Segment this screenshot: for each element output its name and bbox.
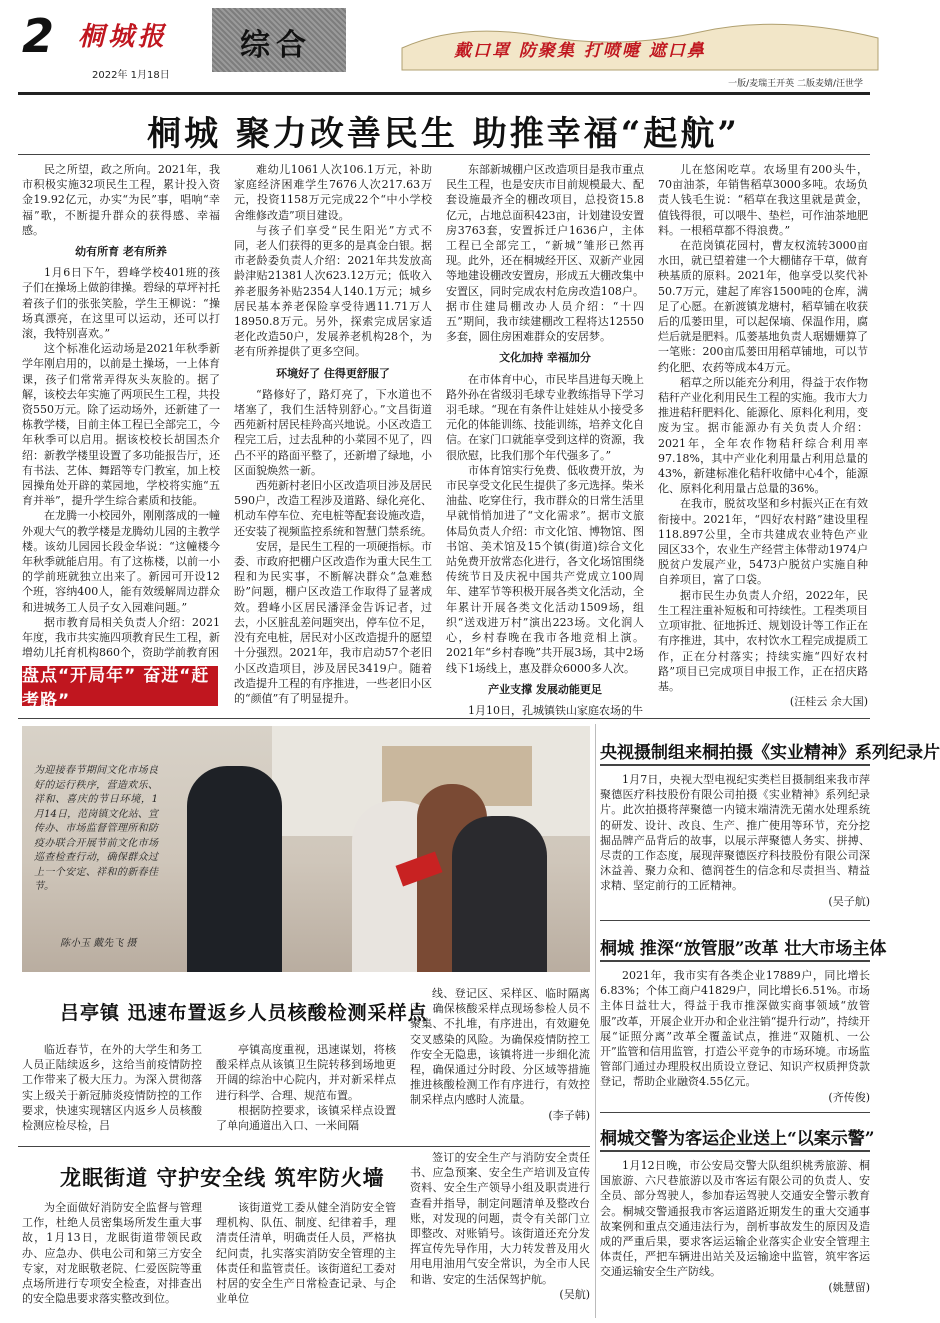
paragraph: 西苑新村老旧小区改造项目涉及居民590户，改造工程涉及道路、绿化亮化、机动车停车位、充电桩等配套设施改造，还安装了视频监控系统和智慧门禁系统。 (234, 479, 432, 538)
sidebar-divider (595, 724, 596, 1318)
editors-line: 一版/麦瑞王开英 二版麦婧/汪世学 (728, 79, 863, 89)
masthead (0, 0, 887, 92)
subheading: 环境好了 住得更舒服了 (276, 366, 390, 380)
headline-rule (18, 154, 870, 155)
byline: (吴航) (559, 1287, 590, 1301)
paragraph: 1月10日，孔城镇铁山家庭农场的牛 (468, 703, 643, 717)
paragraph: 安居，是民生工程的一项硬指标。市委、市政府把棚户区改造作为重大民生工程和为民实事，不断解决群众“急难愁盼”问题，棚户区改造工作取得了显著成效。碧峰小区居民潘泽金告诉记者，过去，小区脏乱差问题突出，停车位不足，没有充电桩，居民对小区改造提升的愿望十分强烈。2021年，我市启动57个老旧小区改造项目，涉及居民3419户。随着改造提升工程的有序推进，一些老旧小区的“颜值”有了明显提升。 (234, 539, 432, 705)
traffic-article-title: 桐城交警为客运企业送上“以案示警” (600, 1129, 875, 1149)
byline: (李子韩) (548, 1108, 590, 1122)
paragraph: 在我市，脱贫攻坚和乡村振兴正在有效衔接中。2021年，“四好农村路”建设里程118.897公里，全市共建成农业特色产业园区33个，农业生产经营主体带动1974户脱贫户发展产业，5473户脱贫户实施自种自养项目，富了口袋。 (658, 497, 868, 587)
paragraph: 1月12日晚，市公安局交警大队组织桃秀旅游、桐国旅游、六尺巷旅游以及市客运有限公司的负责人、安全员、部分驾驶人，参加春运驾驶人交通安全警示教育会。桐城交警通报我市客运道路近期发生的重大交通事故案例和重点交通违法行为，剖析事故发生的原因及造成的严重后果，要求客运运输企业落实企业安全管理主体责任，严把车辆进出站关及运输途中监管，筑牢客运交通运输安全生产防线。 (600, 1159, 870, 1279)
paragraph: 儿在悠闲吃草。农场里有200头牛，70亩油茶，年销售稻草3000多吨。农场负责人钱毛生说：“稻草在我这里就是黄金，值钱得很，可以喂牛、垫栏，可作油茶地肥料。一根稻草都不得浪费。” (658, 163, 868, 237)
reform-article-title: 桐城 推深“放管服”改革 壮大市场主体 (600, 939, 887, 959)
paragraph: 在龙腾一小校园外，刚刚落成的一幢外观大气的教学楼是龙腾幼儿园的主教学楼。该幼儿园园长段金华说：“这幢楼今年秋季就能启用。有了这栋楼，以前一小的学前班就独立出来了。新园可开设12个班，容纳400人，能有效缓解周边群众和进城务工人员子女入园难问题。” (22, 509, 220, 614)
mid-rule (18, 718, 870, 719)
paragraph: 据市教育局相关负责人介绍：2021年度，我市共实施四项教育民生工程，新增幼儿托育机构860个，资助学前教育困 (22, 615, 220, 660)
paragraph: 线、登记区、采样区、临时隔离区，确保核酸采样点现场参检人员不聚集、不扎堆，有序进出，有效避免交叉感染的风险。为确保疫情防控工作安全无隐患，该镇将进一步细化流程，确保通过分时段、分区域等措施推进核酸检测工作有序进行，有效控制采样点内感时人流量。 (410, 987, 590, 1107)
lvting-article-col-2 (216, 1042, 396, 1142)
paragraph: 稻草之所以能充分利用，得益于农作物秸秆产业化利用民生工程的实施。我市大力推进秸秆肥料化、能源化、原料化利用，变废为宝。据市能源办有关负责人介绍：2021年，全年农作物秸秆综合利用率97.18%，其中产业化利用量占利用总量的43%，新建标准化秸秆收储中心4个，能源化、原料化利用量占总量的36%。 (658, 375, 868, 496)
paragraph: 根据防控要求，该镇采样点设置了单向通道出入口、一米间隔 (216, 1103, 396, 1133)
longmian-article-col-2 (216, 1200, 396, 1314)
paragraph: 据市民生办负责人介绍，2022年，民生工程注重补短板和可持续性。工程类项目立项审批、征地拆迁、规划设计等工作正在有序推进，其中，农村饮水工程完成提质工作，正在分村落实；持续实施“四好农村路”项目已完成项目申报工作，正在招庆路基。 (658, 588, 868, 693)
section-banner: 盘点“开局年” 奋进“赶考路” (22, 666, 218, 706)
paragraph: 在市体育中心，市民毕昌进每天晚上路外孙在省级羽毛球专业教练指导下学习羽毛球。“现在有条件让娃娃从小接受多元化的体能训练、技能训练，培养文化自信。在家门口就能享受到这样的资源，我很欣慰，比我们那个年代强多了。” (446, 372, 644, 462)
masthead-rule (18, 92, 870, 95)
lvting-article-title: 吕亭镇 迅速布置返乡人员核酸检测采样点 (60, 1002, 428, 1024)
paragraph: 签订的安全生产与消防安全责任书、应急预案、安全生产培训及宣传资料、安全生产领导小组及职责进行查看并指导，制定问题清单及整改台账，对发现的问题，责令有关部门立即整改、对账销号。该街道还充分发挥宣传先导作用，大力转发普及用火用电用油用气安全常识，为全市人民和谐、安定的生活保驾护航。 (410, 1151, 590, 1286)
byline: (齐传俊) (828, 1090, 870, 1104)
lvting-article-col-3 (410, 986, 590, 1142)
subheading: 幼有所育 老有所养 (75, 245, 167, 259)
byline: (姚慧留) (828, 1280, 870, 1294)
paragraph: 难幼儿1061人次106.1万元，补助家庭经济困难学生7676人次217.63万元，投资1158万元完成22个“中小学校舍维修改造”项目建设。 (234, 163, 432, 222)
paper-name: 桐城报 (78, 22, 169, 52)
reform-article-body (600, 968, 870, 1108)
paragraph: 1月6日下午，碧峰学校401班的孩子们在操场上做韵律操。碧绿的草坪衬托着孩子们的张张笑脸，学生王柳说：“操场真漂亮，在这里可以运动，还可以打滚，我特别喜欢。” (22, 266, 220, 341)
cctv-article-title: 央视摄制组来桐拍摄《实业精神》系列纪录片 (600, 743, 940, 763)
issue-date: 2022年 1月18日 (92, 70, 170, 81)
lead-article-col-3 (446, 162, 644, 717)
lower-rule (18, 1146, 590, 1147)
paragraph: 在范岗镇花园村，曹友权流转3000亩水田，就已望着建一个大棚储存干草，做育秧基质的原料。2021年，他享受以奖代补50.7万元，建起了库容1500吨的仓库，满足了心愿。在新渡镇龙塘村，稻草铺在收获后的瓜蒌田里，可以起保墒、保温作用，腐烂后就是肥料。瓜蒌基地负责人琚姗姗算了一笔账：200亩瓜蒌田用稻草铺地，可以节约化肥、农药等成本4万元。 (658, 239, 868, 374)
cctv-article-body (600, 772, 870, 912)
paragraph: 该街道党工委从健全消防安全管理机构、队伍、制度、纪律着手，理清责任清单，明确责任人员，严格执纪问责，扎实落实消防安全管理的主体责任和监管责任。该街道纪工委对村居的安全生产日常检查记录、与企业单位 (216, 1201, 396, 1306)
longmian-article-col-1 (22, 1200, 202, 1314)
paragraph: 1月7日，央视大型电视纪实类栏目摄制组来我市萍聚德医疗科技股份有限公司拍摄《实业精神》系列纪录片。此次拍摄将萍聚德一内镜末端清洗无菌水处理系统的研发、设计、改良、生产、推广使用等环节，充分挖掘品牌产品背后的故事，以展示萍聚德人务实、拼搏、尽责的工作态度，展现萍聚德医疗科技股份有限公司深沐益善、聚力众和、德润苍生的信念和尽责担当、精益求精、坚定前行的工匠精神。 (600, 773, 870, 893)
page-number: 2 (22, 9, 55, 63)
photo-caption: 为迎接春节期间文化市场良好的运行秩序，营造欢乐、祥和、喜庆的节日环境，1月14日，范岗镇文化站、宣传办、市场监督管理所和防疫办联合开展节前文化市场巡查检查行动，确保群众过上一个安定、祥和的新春佳节。 (34, 765, 158, 892)
slogan-text: 戴口罩 防聚集 打喷嚏 遮口鼻 (454, 41, 706, 61)
paragraph: 2021年，我市实有各类企业17889户，同比增长6.83%；个体工商户41829户，同比增长6.51%。市场主体日益壮大，得益于我市推深做实商事领域“放管服”改革，开展企业开办和企业注销“提升行动”，持续开展“证照分离”改革全覆盖试点，推进“双随机、一公开”监管和信用监管，打造公平竞争的市场环境。市场监管部门通过办理股权出质设立登记、知识产权质押贷款登记，帮助企业融资4.55亿元。 (600, 969, 870, 1089)
section-title: 综合 (240, 28, 312, 63)
paragraph: 亭镇高度重视，迅速谋划，将核酸采样点从该镇卫生院转移到场地更开阔的综治中心院内，并对新采样点进行科学、合理、规范布置。 (216, 1043, 396, 1102)
subheading: 文化加持 幸福加分 (499, 351, 591, 365)
lead-article-col-1 (22, 162, 220, 660)
longmian-article-col-3 (410, 1150, 590, 1314)
lead-headline: 桐城 聚力改善民生 助推幸福“起航” (147, 114, 740, 154)
subheading: 产业支撑 发展动能更足 (488, 682, 602, 696)
byline: (汪桂云 余大国) (789, 695, 868, 709)
lvting-article-col-1 (22, 1042, 202, 1142)
traffic-article-body (600, 1158, 870, 1316)
byline: (吴子航) (828, 894, 870, 908)
lead-article-col-2 (234, 162, 432, 712)
paragraph: 与孩子们享受“民生阳光”方式不同，老人们获得的更多的是真金白银。据市老龄委负责人介绍：2021年共发放高龄津贴21381人次623.12万元；低收入养老服务补贴2354人140.1万元；城乡居民基本养老保险享受待遇11.71万人18950.8万元。另外，探索完成居家适老化改造50户，发展养老机构28个，为老有所养提供了更多空间。 (234, 223, 432, 359)
photo-credit: 陈小玉 戴先飞 摄 (60, 938, 137, 949)
paragraph: 东部新城棚户区改造项目是我市重点民生工程，也是安庆市目前规模最大、配套设施最齐全的棚改项目，总投资15.8亿元，占地总面积423亩，计划建设安置房3763套，安置拆迁户1636户，主体工程已全部完工，“新城”雏形已然再现。此外，还在桐城经开区、双新产业园等地建设棚改安置房，形成五大棚改集中安置区，同时完成农村危房改造108户。据市住建局棚改办人员介绍：“十四五”期间，我市续建棚改工程将达12550多套，圆住房困难群众的安居梦。 (446, 163, 644, 344)
paragraph: 临近春节，在外的大学生和务工人员正陆续返乡，这给当前疫情防控工作带来了极大压力。为深入贯彻落实上级关于新冠肺炎疫情防控的工作要求，快速实现辖区内返乡人员核酸检测应检尽检，吕 (22, 1043, 202, 1133)
paragraph: 为全面做好消防安全监督与管理工作，杜绝人员密集场所发生重大事故，1月13日，龙眠街道带领民政办、应急办、供电公司和第三方安全专家，对龙眠敬老院、仁爱医院等重点场所进行专项安全检查，对排查出的安全隐患要求落实整改到位。 (22, 1201, 202, 1306)
lead-article-col-4 (658, 162, 868, 712)
paragraph: “路修好了，路灯亮了，下水道也不堵塞了，我们生活特别舒心。”文昌街道西苑新村居民桂羚高兴地说。小区改造工程完工后，过去乱种的小菜园不见了，四凸不平的路面平整了，还新增了绿地，小区面貌焕然一新。 (234, 387, 432, 477)
paragraph: 这个标准化运动场是2021年秋季新学年刚启用的，以前是土操场，一上体育课，孩子们常常弄得灰头灰脸的。据了解，该校去年实施了两项民生工程，共投资550万元。除了运动场外，还新建了一栋教学楼，目前主体工程已全部完工，今年秋季可以启用。据该校校长胡国杰介绍：新教学楼里设置了多功能报告厅，还有书法、艺体、舞蹈等专门教室，加上校园操角处开辟的菜园地，学校将实施“五育并举”，提升学生综合素质和技能。 (22, 342, 220, 508)
longmian-article-title: 龙眠街道 守护安全线 筑牢防火墙 (60, 1165, 385, 1190)
paragraph: 民之所望，政之所向。2021年，我市积极实施32项民生工程，累计投入资金19.92亿元，办实“为民”事，唱响“幸福”歌，不断提升群众的获得感、幸福感。 (22, 163, 220, 237)
paragraph: 市体育馆实行免费、低收费开放，为市民享受文化民生提供了多元选择。柴米油盐、吃穿住行，我市群众的日常生活里早就悄悄加进了“文化需求”。据市文旅体局负责人介绍：市文化馆、博物馆、图书馆、美术馆及15个镇(街道)综合文化站免费开放常态化进行，各文化场馆围绕传统节日及庆祝中国共产党成立100周年、建军节等积极开展各类文化活动，全年累计开展各类文化活动1509场，组织“送戏进万村”演出223场。文化润人心，乡村春晚在我市各地竞相上演。2021年“乡村春晚”共开展3场，其中2场线下1场线上，惠及群众6000多人次。 (446, 463, 644, 675)
